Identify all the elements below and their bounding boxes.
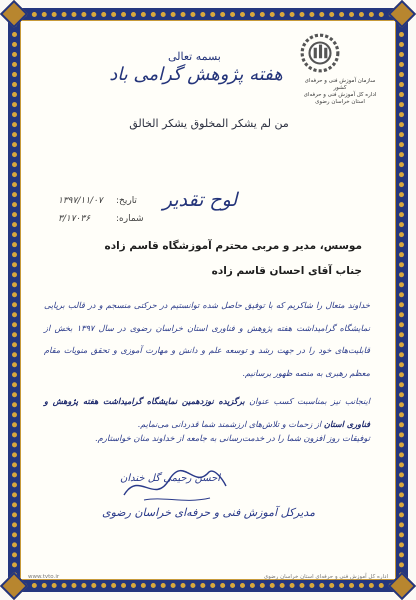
- recipient-line: جناب آقای احسان قاسم زاده: [211, 265, 362, 277]
- signatory-name: احسن رحیمی گل خندان: [120, 473, 221, 484]
- week-title: هفته پژوهش گرامی باد: [109, 64, 283, 85]
- body-paragraph: [44, 390, 370, 435]
- certificate-body: [44, 294, 370, 441]
- body-text: اینجانب نیز بمناسبت کسب عنوان: [249, 396, 370, 406]
- quote-line: من لم یشکر المخلوق یشکر الخالق: [129, 117, 289, 130]
- body-paragraph: خداوند متعال را شاکریم که با توفیق حاصل شده توانستیم در حرکتی منسجم و در قالب برپایی نمایشگاه گرامیداشت هفته پژوهش و فناوری استان خراسان رضوی در سال ۱۳۹۷ بخش از قابلیت‌های خود را در جهت رشد و توسعه علم و دانش و مهارت آموزی و تحقق منویات مقام معظم رهبری به منصه ظهور برسانیم.: [44, 300, 370, 378]
- closing-line: توفیقات روز افزون شما را در خدمت‌رسانی به جامعه از خداوند منان خواستارم.: [95, 433, 370, 443]
- award-title: برگزیده نوزدهمین نمایشگاه گرامیداشت هفته پژوهش و فناوری استان: [44, 396, 370, 429]
- recipient-line: موسس، مدیر و مربی محترم آموزشگاه قاسم زاده: [104, 240, 362, 252]
- recipients: [62, 240, 362, 290]
- document-title: لوح تقدیر: [162, 189, 238, 211]
- footer-url: www.tvto.ir: [28, 574, 60, 580]
- date-label: تاریخ:: [116, 196, 137, 206]
- number-value: ۳/۱۷۰۳۶: [58, 214, 91, 224]
- footer-org: اداره کل آموزش فنی و حرفه‌ای استان خراسان رضوی: [263, 574, 388, 580]
- body-text: از زحمات و تلاش‌های ارزشمند شما قدردانی می‌نمایم.: [137, 418, 322, 429]
- signatory-title: مدیرکل آموزش فنی و حرفه‌ای خراسان رضوی: [102, 506, 315, 519]
- basmala: بسمه تعالی: [168, 50, 221, 63]
- number-label: شماره:: [116, 214, 144, 224]
- organization-emblem-icon: [299, 32, 341, 74]
- date-value: ۱۳۹۷/۱۱/۰۷: [58, 196, 103, 206]
- organization-logo: [299, 32, 381, 106]
- organization-name: سازمان آموزش فنی و حرفه‌ای کشور اداره کل آموزش فنی و حرفه‌ای استان خراسان رضوی: [303, 78, 377, 105]
- signature-scribble: [114, 460, 234, 510]
